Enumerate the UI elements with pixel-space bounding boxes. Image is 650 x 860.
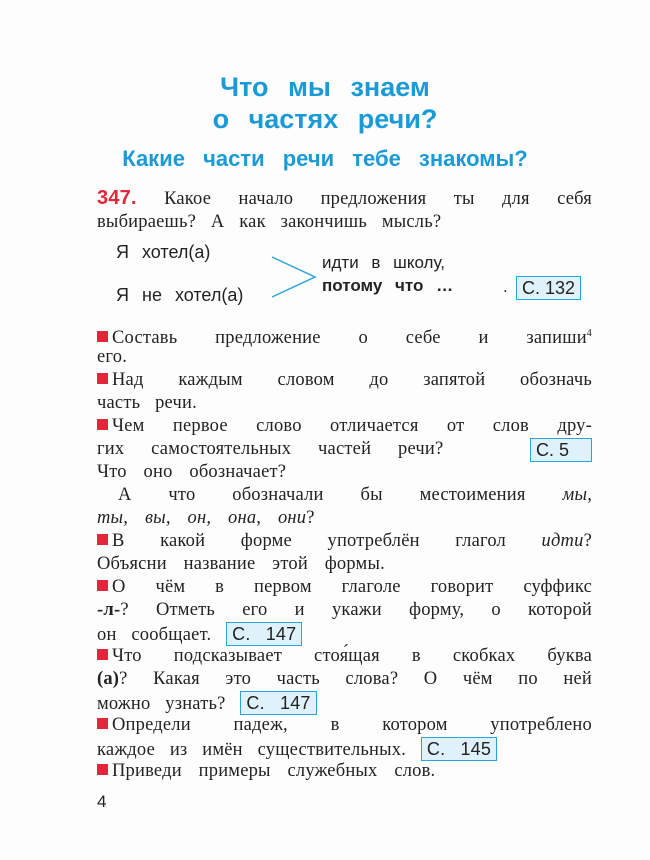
- task-2-line1: Над каждым словом до запятой обозначь: [97, 369, 592, 391]
- diagram-left1: Я хотел(а): [116, 242, 211, 262]
- task-1-line2: его.: [97, 347, 128, 367]
- bullet-icon: [97, 764, 108, 775]
- bullet-icon: [97, 649, 108, 660]
- task-5-line2: Объясни название этой формы.: [97, 554, 385, 574]
- task-6-line3: он сообщает. С. 147: [97, 622, 592, 646]
- task-3-line3: Что оно обозначает?: [97, 462, 287, 482]
- exercise-question-line1: 347. Какое начало предложения ты для себя: [97, 187, 592, 209]
- page-ref-132: С. 132: [516, 276, 581, 300]
- task-3-line2: гих самостоятельных частей речи?: [97, 439, 444, 459]
- task-7-line2: (а)? Какая это часть слова? О чём по ней: [97, 669, 592, 689]
- task-3-line1: Чем первое слово отличается от слов дру-: [97, 415, 592, 437]
- task-6-line2: -л-? Отметь его и укажи форму, о которой: [97, 600, 592, 620]
- page-subtitle: Какие части речи тебе знакомы?: [122, 146, 528, 171]
- task-6-line1: О чём в первом глаголе говорит суффикс: [97, 576, 592, 598]
- page-ref-147-b: С. 147: [240, 691, 316, 715]
- bullet-icon: [97, 373, 108, 384]
- exercise-number: 347.: [97, 187, 137, 209]
- task-4-line2: ты, вы, он, она, они?: [97, 508, 315, 528]
- diagram-dot: .: [503, 277, 508, 296]
- task-8-line2: каждое из имён существительных. С. 145: [97, 737, 592, 761]
- task-8-line1: Определи падеж, в котором употреблено: [97, 714, 592, 736]
- page-title-line1: Что мы знаем: [220, 72, 430, 102]
- bullet-icon: [97, 580, 108, 591]
- page-number: 4: [97, 792, 107, 811]
- exercise-question-line2: выбираешь? А как закончишь мысль?: [97, 212, 442, 232]
- bullet-icon: [97, 331, 108, 342]
- task-9-line1: Приведи примеры служебных слов.: [97, 760, 592, 782]
- task-7-line3: можно узнать? С. 147: [97, 691, 592, 715]
- task-2-line2: часть речи.: [97, 393, 197, 413]
- diagram-right1: идти в школу,: [322, 253, 445, 272]
- bracket-icon: [270, 255, 320, 300]
- page-title-line2: о частях речи?: [212, 104, 438, 134]
- task-5-line1: В какой форме употреблён глагол идти?: [97, 530, 592, 552]
- page-ref-147-a: С. 147: [226, 622, 302, 646]
- task-1-line1: Составь предложение о себе и запиши$^4$: [97, 323, 592, 349]
- bullet-icon: [97, 534, 108, 545]
- page-ref-145: С. 145: [421, 737, 497, 761]
- bullet-icon: [97, 718, 108, 729]
- page-ref-5: С. 5: [530, 438, 592, 462]
- suffix-mark: -л-: [97, 600, 121, 620]
- diagram-left2: Я не хотел(а): [116, 285, 244, 305]
- task-7-line1: Что подсказывает стоя́щая в скобках буква: [97, 645, 592, 667]
- diagram-right2: потому что …: [322, 276, 454, 295]
- task-4-line1: А что обозначали бы местоимения мы,: [118, 485, 593, 505]
- bullet-icon: [97, 419, 108, 430]
